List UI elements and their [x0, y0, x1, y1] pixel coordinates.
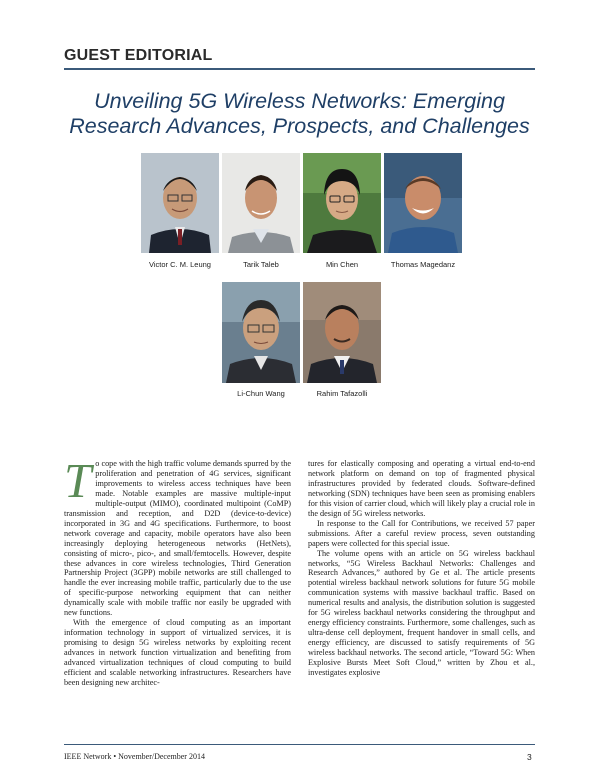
editor-photo-wang [222, 282, 300, 383]
editor-photo-tafazolli [303, 282, 381, 383]
footer-journal: IEEE Network • November/December 2014 [64, 752, 205, 761]
paragraph: With the emergence of cloud computing as an important information technology in support of virtualized services, it is promising to design 5G wireless networks by exploiting recent advances in network function virtualization and benefiting from advanced virtualization techniques of cloud computing to build efficient and scalable networking infrastructures. Researchers have been designing new architec- [64, 618, 291, 687]
editor-caption-taleb: Tarik Taleb [243, 260, 279, 269]
editor-photo-magedanz [384, 153, 462, 253]
paragraph: The volume opens with an article on 5G wireless backhaul networks, “5G Wireless Backhaul Networks: Challenges and Research Advances,” authored by Ge et al. The article presents potential wireless backhaul network solutions for future 5G mobile communication systems with massive backhaul traffic. Based on numerical results and analysis, the distribution solution is suggested for 5G wireless backhaul networks considering the throughput and energy efficiency constraints. Furthermore, some challenges, such as ultra-dense cell deployment, frequent handover in small cells, and energy efficiency, are discussed to satisfy requirements of 5G wireless backhaul networks. The second article, “Toward 5G: When Explosive Bursts Meet Soft Cloud,” written by Zhou et al., investigates explosive [308, 548, 535, 678]
paragraph: In response to the Call for Contributions, we received 57 paper submissions. After a careful review process, seven outstanding papers were collected for this special issue. [308, 518, 535, 548]
editor-photo-taleb [222, 153, 300, 253]
header-rule [64, 68, 535, 70]
editor-caption-magedanz: Thomas Magedanz [390, 260, 456, 269]
editor-caption-wang: Li-Chun Wang [237, 389, 285, 398]
title-line-2: Research Advances, Prospects, and Challenges [69, 114, 530, 138]
title-line-1: Unveiling 5G Wireless Networks: Emerging [94, 89, 505, 113]
page-number: 3 [527, 752, 532, 762]
editor-caption-leung: Victor C. M. Leung [149, 260, 211, 269]
section-label: GUEST EDITORIAL [64, 47, 213, 64]
editor-photo-leung [141, 153, 219, 253]
editor-caption-tafazolli: Rahim Tafazolli [316, 389, 368, 398]
footer-rule [64, 744, 535, 745]
article-title [64, 89, 535, 139]
editor-caption-chen: Min Chen [325, 260, 359, 269]
body-column-1 [64, 453, 291, 688]
paragraph [64, 453, 291, 618]
paragraph-text: o cope with the high traffic volume demands spurred by the proliferation and penetration of 4G services, significant improvements to wireless access techniques have been made. Notable examples are massive multiple-input multiple-output (MIMO), coordinated multipoint (CoMP) transmission and reception, and D2D (device-to-device) incorporated in 3G and 4G specifications. Furthermore, to boost network coverage and capacity, mobile operators have also been increasingly deploying heterogeneous networks (HetNets), consisting of micro-, pico-, and small/femtocells. However, despite these advances in core wireless technologies, Third Generation Partnership Project (3GPP) mobile networks are still challenged to handle the ever increasing mobile traffic, particularly due to the use of specific-purpose networking equipment that can neither dynamically scale with mobile traffic nor easily be upgraded with new functions. [64, 459, 291, 618]
dropcap: T [64, 453, 92, 508]
editor-photo-chen [303, 153, 381, 253]
paragraph: tures for elastically composing and operating a virtual end-to-end network platform on demand on top of fragmented physical infrastructures provided by federated clouds. Software-defined networking (SDN) techniques have been seen as promising enablers for this vision of carrier cloud, which will likely play a crucial role in the design of 5G wireless networks. [308, 459, 535, 518]
body-column-2 [308, 459, 535, 678]
